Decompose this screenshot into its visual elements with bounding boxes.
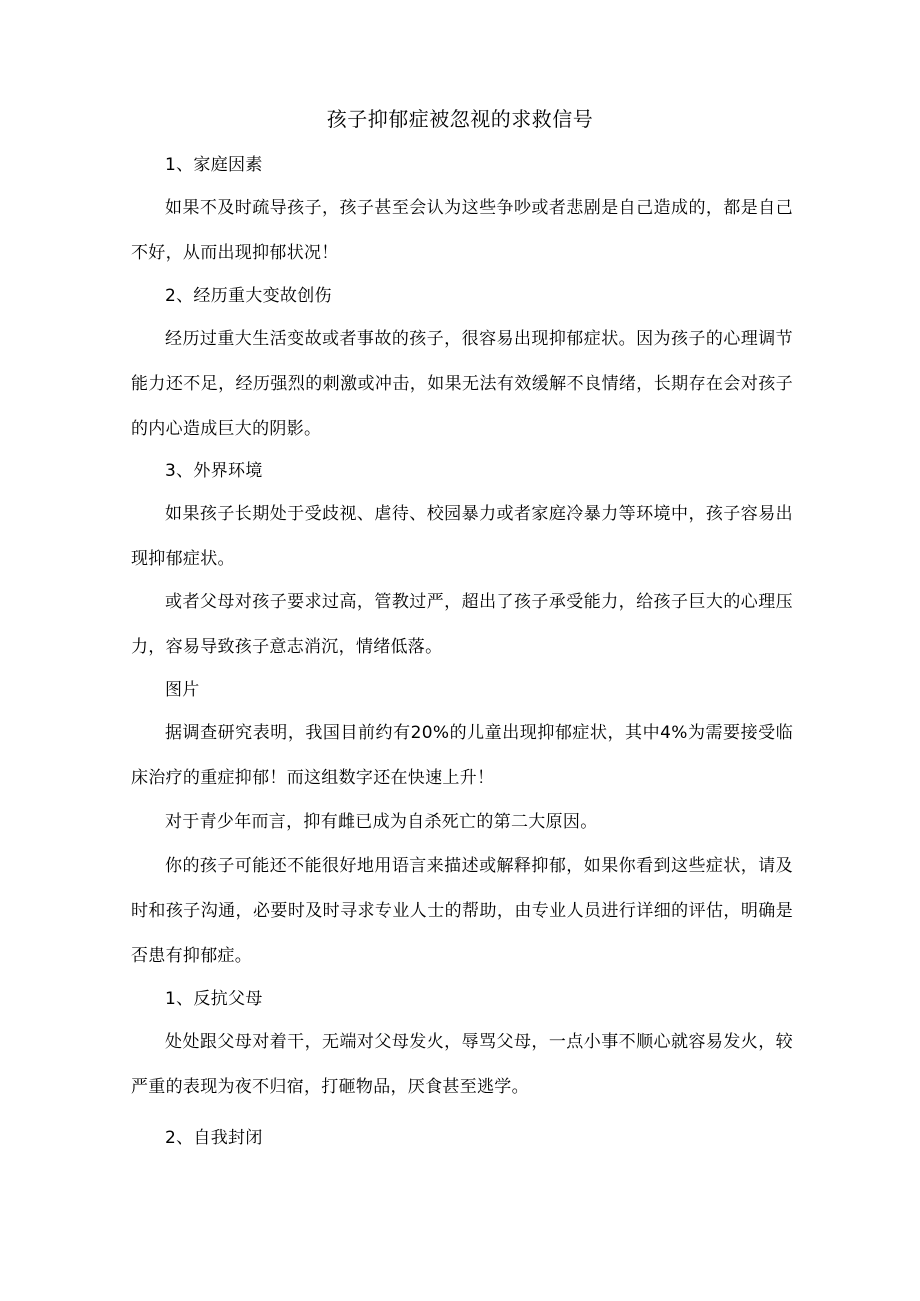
- paragraph: 如果孩子长期处于受歧视、虐待、校园暴力或者家庭冷暴力等环境中，孩子容易出现抑郁症状。: [131, 504, 793, 569]
- paragraph: 处处跟父母对着干，无端对父母发火，辱骂父母，一点小事不顺心就容易发火，较严重的表现为夜不归宿，打砸物品，厌食甚至逃学。: [131, 1032, 793, 1097]
- section-heading-environment: 3、外界环境: [165, 461, 263, 481]
- paragraph: 据调查研究表明，我国目前约有20%的儿童出现抑郁症状，其中4%为需要接受临床治疗的重症抑郁！而这组数字还在快速上升！: [131, 723, 793, 788]
- paragraph: 你的孩子可能还不能很好地用语言来描述或解释抑郁，如果你看到这些症状，请及时和孩子沟通，必要时及时寻求专业人士的帮助，由专业人员进行详细的评估，明确是否患有抑郁症。: [131, 856, 793, 966]
- image-placeholder-label: 图片: [165, 680, 200, 700]
- paragraph: 经历过重大生活变故或者事故的孩子，很容易出现抑郁症状。因为孩子的心理调节能力还不足，经历强烈的刺激或冲击，如果无法有效缓解不良情绪，长期存在会对孩子的内心造成巨大的阴影。: [131, 329, 793, 439]
- paragraph: 对于青少年而言，抑有雌已成为自杀死亡的第二大原因。: [165, 812, 598, 832]
- section-heading-withdrawal: 2、自我封闭: [165, 1128, 263, 1148]
- section-heading-family-factors: 1、家庭因素: [165, 155, 263, 175]
- page-title: 孩子抑郁症被忽视的求救信号: [326, 107, 594, 131]
- section-heading-defiance: 1、反抗父母: [165, 989, 263, 1009]
- paragraph: 如果不及时疏导孩子，孩子甚至会认为这些争吵或者悲剧是自己造成的，都是自己不好，从而出现抑郁状况！: [131, 198, 793, 263]
- section-heading-trauma: 2、经历重大变故创伤: [165, 286, 332, 306]
- paragraph: 或者父母对孩子要求过高，管教过严，超出了孩子承受能力，给孩子巨大的心理压力，容易导致孩子意志消沉，情绪低落。: [131, 592, 793, 657]
